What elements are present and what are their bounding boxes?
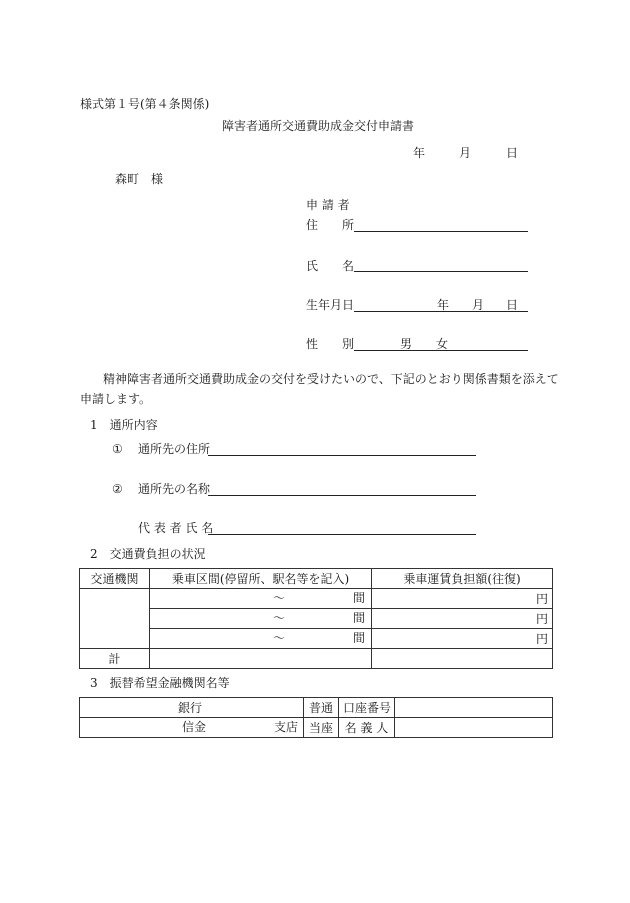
col-header-transport: 交通機関 bbox=[80, 569, 150, 589]
tilde-mark: ～ bbox=[273, 611, 286, 625]
table-row bbox=[80, 609, 553, 629]
birth-day-label: 日 bbox=[506, 298, 519, 312]
form-number: 様式第１号(第４条関係) bbox=[80, 97, 210, 111]
page-title: 障害者通所交通費助成金交付申請書 bbox=[222, 119, 415, 133]
section3-heading: 3 振替希望金融機関名等 bbox=[90, 676, 230, 690]
total-fare-cell[interactable] bbox=[372, 649, 553, 669]
bank-cell[interactable] bbox=[80, 698, 304, 718]
bank-table bbox=[79, 697, 553, 738]
table-row bbox=[80, 629, 553, 649]
between-mark: 間 bbox=[352, 591, 365, 605]
holder-field[interactable] bbox=[395, 718, 553, 738]
date-month-label: 月 bbox=[459, 146, 472, 160]
yen-unit: 円 bbox=[535, 611, 548, 626]
section2-heading: 2 交通費負担の状況 bbox=[90, 547, 206, 561]
body-text-line2: 申請します。 bbox=[80, 392, 152, 406]
between-mark: 間 bbox=[352, 631, 365, 645]
total-route-cell[interactable] bbox=[150, 649, 372, 669]
fare-cell[interactable] bbox=[372, 589, 553, 609]
addressee: 森町 様 bbox=[115, 172, 164, 186]
section1-heading: 1 通所内容 bbox=[90, 418, 158, 432]
birthdate-label: 生年月日 bbox=[306, 298, 355, 312]
current-account-option[interactable]: 当座 bbox=[304, 718, 339, 738]
tilde-mark: ～ bbox=[273, 591, 286, 605]
ordinary-account-option[interactable]: 普通 bbox=[304, 698, 339, 718]
account-number-field[interactable] bbox=[395, 698, 553, 718]
fare-cell[interactable] bbox=[372, 629, 553, 649]
yen-unit: 円 bbox=[535, 591, 548, 606]
item2-mark: ② bbox=[112, 482, 123, 496]
col-header-route: 乗車区間(停留所、駅名等を記入) bbox=[150, 569, 372, 589]
bank-row bbox=[80, 698, 553, 718]
bank-row bbox=[80, 718, 553, 738]
workplace-address-label: 通所先の住所 bbox=[138, 442, 211, 456]
table-row bbox=[80, 589, 553, 609]
shinkin-label: 信金 bbox=[182, 720, 207, 734]
address-field[interactable] bbox=[354, 231, 528, 232]
item1-mark: ① bbox=[112, 442, 123, 456]
bank-label: 銀行 bbox=[178, 700, 203, 715]
name-field[interactable] bbox=[354, 271, 528, 272]
workplace-name-label: 通所先の名称 bbox=[138, 482, 211, 496]
branch-cell[interactable] bbox=[80, 718, 304, 738]
transport-cost-table bbox=[79, 568, 553, 669]
applicant-heading: 申 請 者 bbox=[306, 198, 350, 212]
between-mark: 間 bbox=[352, 611, 365, 625]
table-total-row bbox=[80, 649, 553, 669]
route-cell[interactable] bbox=[150, 629, 372, 649]
gender-female-option[interactable]: 女 bbox=[436, 337, 449, 351]
date-day-label: 日 bbox=[506, 146, 519, 160]
branch-label: 支店 bbox=[274, 720, 299, 734]
gender-label: 性 別 bbox=[306, 337, 355, 351]
birth-year-label: 年 bbox=[437, 298, 450, 312]
total-label: 計 bbox=[80, 649, 150, 669]
yen-unit: 円 bbox=[535, 631, 548, 646]
route-cell[interactable] bbox=[150, 609, 372, 629]
workplace-address-field[interactable] bbox=[208, 455, 476, 456]
tilde-mark: ～ bbox=[273, 631, 286, 645]
address-label: 住 所 bbox=[306, 218, 355, 232]
col-header-fare: 乗車運賃負担額(往復) bbox=[372, 569, 553, 589]
gender-male-option[interactable]: 男 bbox=[400, 337, 413, 351]
representative-field[interactable] bbox=[208, 534, 476, 535]
account-number-label: 口座番号 bbox=[339, 698, 395, 718]
workplace-name-field[interactable] bbox=[208, 495, 476, 496]
body-text-line1: 精神障害者通所交通費助成金の交付を受けたいので、下記のとおり関係書類を添えて bbox=[103, 372, 559, 386]
representative-label: 代 表 者 氏 名 bbox=[138, 521, 214, 535]
holder-label: 名 義 人 bbox=[339, 718, 395, 738]
table-header-row bbox=[80, 569, 553, 589]
fare-cell[interactable] bbox=[372, 609, 553, 629]
transport-cell[interactable] bbox=[80, 589, 150, 649]
name-label: 氏 名 bbox=[306, 259, 355, 273]
route-cell[interactable] bbox=[150, 589, 372, 609]
birth-month-label: 月 bbox=[472, 298, 485, 312]
date-year-label: 年 bbox=[413, 146, 426, 160]
